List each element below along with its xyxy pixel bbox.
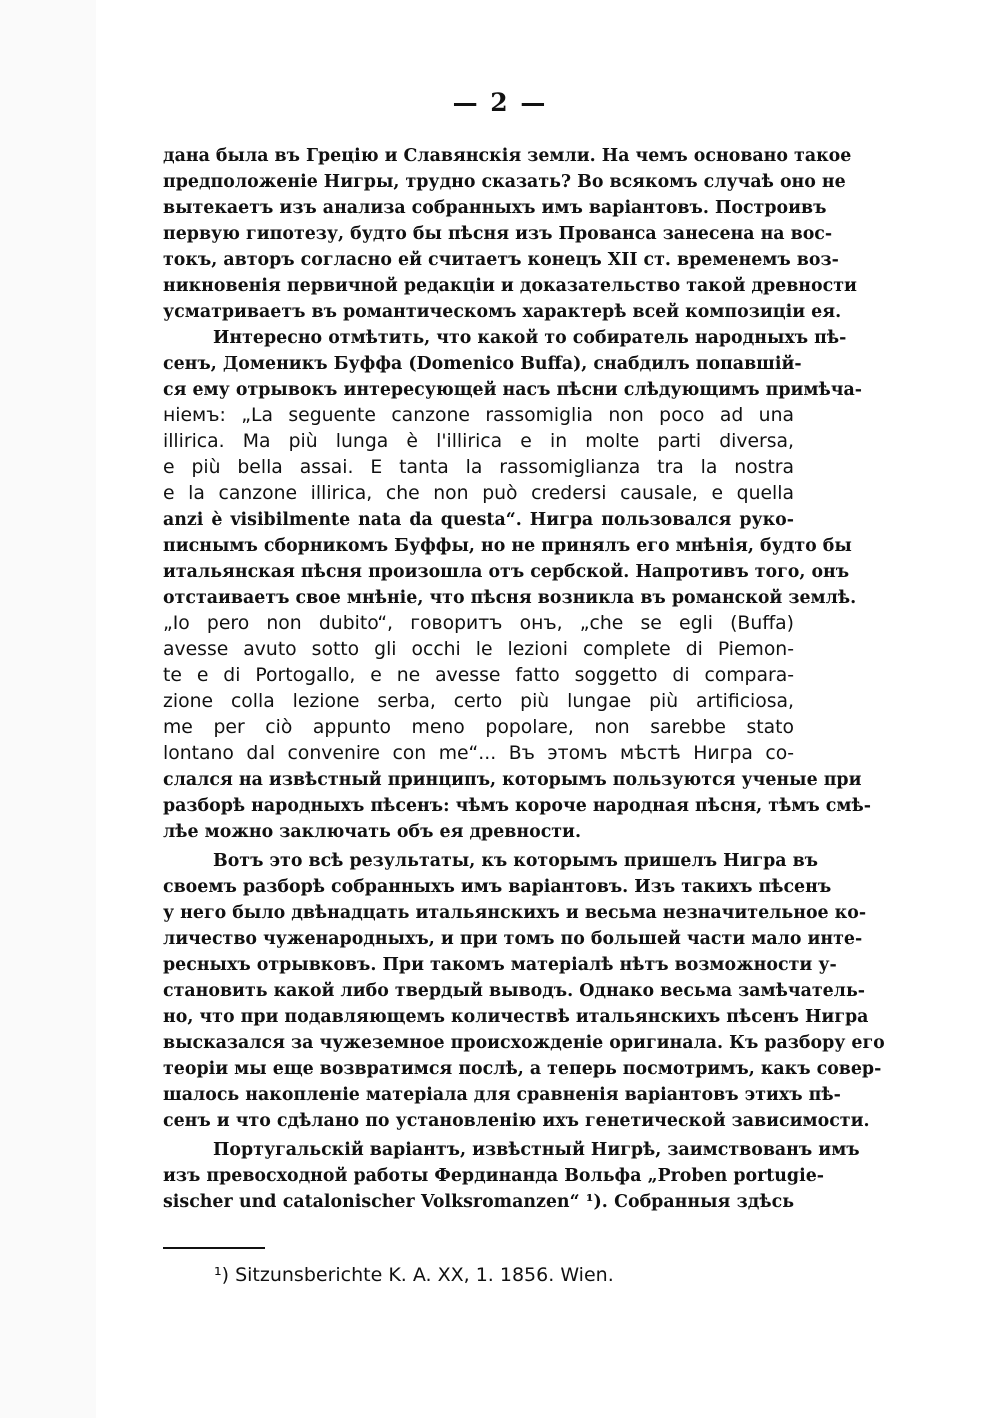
text-line: усматриваетъ въ романтическомъ характерѣ всей композиціи ея. [163,302,842,322]
text-line: писнымъ сборникомъ Буффы, но не принялъ его мнѣнія, будто бы [163,536,852,556]
text-line: „Io pero non dubito“, говоритъ онъ, „che se egli (Buffa) [163,613,794,634]
text-line: у него было двѣнадцать итальянскихъ и весьма незначительное ко- [163,903,867,923]
text-line: изъ превосходной работы Фердинанда Вольфа „Proben portugie- [163,1166,824,1186]
text-line: токъ, авторъ согласно ей считаетъ конецъ XII ст. временемъ воз- [163,250,839,270]
text-line: anzi è visibilmente nata da questa“. Нигра пользовался руко- [163,510,794,530]
text-line: слался на извѣстный принципъ, которымъ пользуются ученые при [163,770,862,790]
footnote: ¹) Sitzunsberichte K. A. XX, 1. 1856. Wien. [214,1264,614,1286]
text-line: первую гипотезу, будто бы пѣсня изъ Прованса занесена на вос- [163,224,833,244]
text-line: никновенія первичной редакціи и доказательство такой древности [163,276,857,296]
text-line: вытекаетъ изъ анализа собранныхъ имъ варіантовъ. Построивъ [163,198,827,218]
text-line: e più bella assai. E tanta la rassomiglianza tra la nostra [163,457,794,478]
page-number: — 2 — [452,88,548,117]
text-line: становить какой либо твердый выводъ. Однако весьма замѣчатель- [163,981,865,1001]
text-line: итальянская пѣсня произошла отъ сербской. Напротивъ того, онъ [163,562,850,582]
text-line: но, что при подавляющемъ количествѣ итальянскихъ пѣсенъ Нигра [163,1007,869,1027]
text-line: лѣе можно заключать объ ея древности. [163,822,582,842]
text-line: предположеніе Нигры, трудно сказать? Во всякомъ случаѣ оно не [163,172,846,192]
text-line: разборѣ народныхъ пѣсенъ: чѣмъ короче народная пѣсня, тѣмъ смѣ- [163,796,871,816]
text-line: lontano dal convenire con me“... Въ этомъ мѣстѣ Нигра со- [163,743,794,764]
scan-margin [0,0,96,1418]
text-line: сенъ и что сдѣлано по установленію ихъ генетической зависимости. [163,1111,870,1131]
text-line: теоріи мы еще возвратимся послѣ, а теперь посмотримъ, какъ совер- [163,1059,882,1079]
body-text [163,143,885,1215]
text-line: e la canzone illirica, che non può credersi causale, e quella [163,483,794,504]
text-line: illirica. Ma più lunga è l'illirica e in molte parti diversa, [163,431,794,452]
text-line: отстаиваетъ свое мнѣніе, что пѣсня возникла въ романской землѣ. [163,588,857,608]
text-line: своемъ разборѣ собранныхъ имъ варіантовъ. Изъ такихъ пѣсенъ [163,877,832,897]
paragraph-start-line: Португальскій варіантъ, извѣстный Нигрѣ, заимствованъ имъ [213,1140,860,1160]
footnote-divider [163,1247,265,1249]
text-line: me per ciò appunto meno popolare, non sarebbe stato [163,717,794,738]
text-line: ресныхъ отрывковъ. При такомъ матеріалѣ нѣтъ возможности у- [163,955,837,975]
text-line: sischer und catalonischer Volksromanzen“ ¹). Собранныя здѣсь [163,1192,794,1212]
text-line: ніемъ: „La seguente canzone rassomiglia non poco ad una [163,405,794,426]
text-line: сенъ, Доменикъ Буффа (Domenico Buffa), снабдилъ попавшій- [163,354,802,374]
text-line: личество чуженародныхъ, и при томъ по большей части мало инте- [163,929,863,949]
text-line: ся ему отрывокъ интересующей насъ пѣсни слѣдующимъ примѣча- [163,380,862,400]
text-line: шалось накопленіе матеріала для сравненія варіантовъ этихъ пѣ- [163,1085,841,1105]
text-line: avesse avuto sotto gli occhi le lezioni complete di Piemon- [163,639,794,660]
paragraph-start-line: Вотъ это всѣ результаты, къ которымъ пришелъ Нигра въ [213,851,818,871]
text-line: te e di Portogallo, e ne avesse fatto soggetto di compara- [163,665,794,686]
text-line: дана была въ Грецію и Славянскія земли. На чемъ основано такое [163,146,852,166]
paragraph-start-line: Интересно отмѣтить, что какой то собиратель народныхъ пѣ- [213,328,847,348]
text-line: zione colla lezione serba, certo più lungae più artificiosa, [163,691,794,712]
text-line: высказался за чужеземное происхожденіе оригинала. Къ разбору его [163,1033,885,1053]
